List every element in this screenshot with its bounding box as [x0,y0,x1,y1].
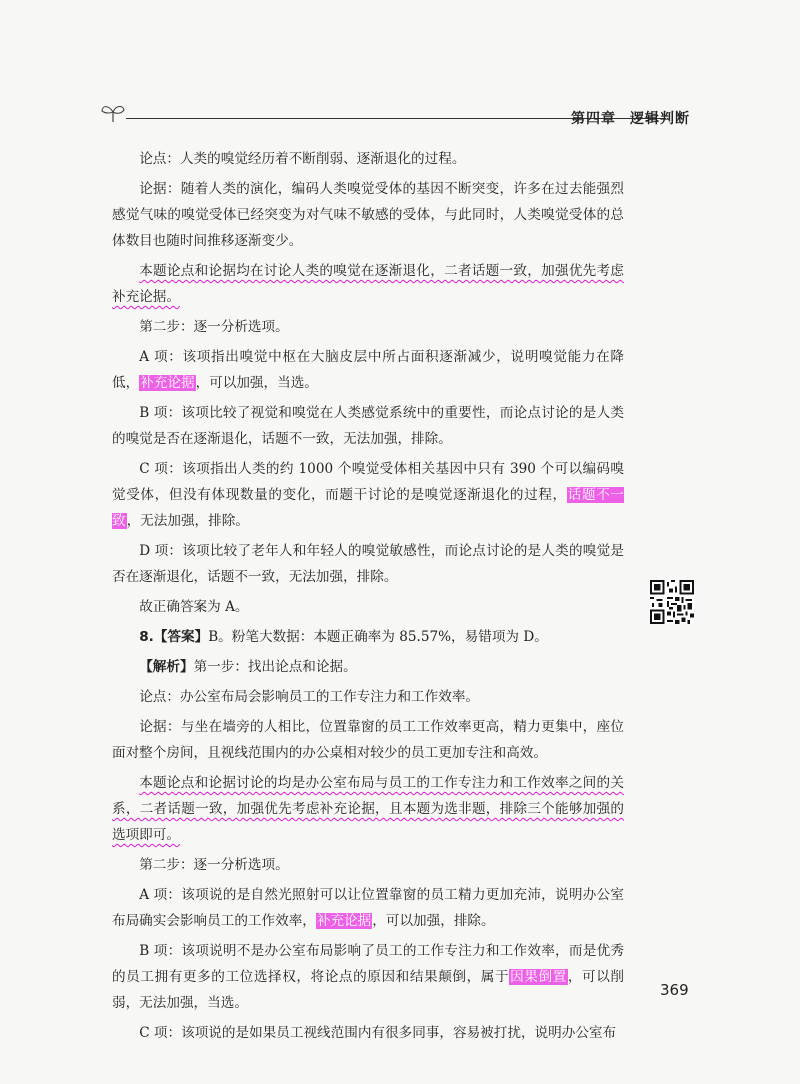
text-run: 论据：与坐在墙旁的人相比，位置靠窗的员工工作效率更高，精力更集中，座位面对整个房间，且视线范围内的办公桌相对较少的员工更加专注和高效。 [112,719,624,761]
highlight-term: 补充论据 [140,375,195,391]
paragraph [112,146,624,172]
paragraph [112,594,624,620]
running-header [100,102,700,128]
text-run: 第二步：逐一分析选项。 [139,319,289,335]
paragraph [112,684,624,710]
paragraph [112,852,624,878]
text-run: 论点：人类的嗅觉经历着不断削弱、逐渐退化的过程。 [139,151,466,167]
paragraph [112,624,624,650]
text-run: ，可以加强，当选。 [195,375,318,391]
section-tag: 8.【答案】 [139,629,209,645]
sprout-leaf-icon [100,102,126,124]
text-run: C 项：该项指出人类的约 1000 个嗅觉受体相关基因中只有 390 个可以编码嗅觉受体，但没有体现数量的变化，而题干讨论的是嗅觉逐渐退化的过程， [112,461,624,503]
text-run: 第一步：找出论点和论据。 [193,659,357,675]
chapter-name: 逻辑判断 [630,111,690,127]
wavy-underline-note: 本题论点和论据讨论的均是办公室布局与员工的工作专注力和工作效率之间的关系，二者话题一致，加强优先考虑补充论据，且本题为选非题，排除三个能够加强的选项即可。 [112,775,624,843]
text-run: B。粉笔大数据：本题正确率为 85.57%，易错项为 D。 [208,629,548,645]
page-body [112,146,624,1050]
text-run: B 项：该项比较了视觉和嗅觉在人类感觉系统中的重要性，而论点讨论的是人类的嗅觉是否在逐渐退化，话题不一致，无法加强，排除。 [112,405,624,447]
highlight-term: 补充论据 [316,913,372,929]
chapter-number: 第四章 [571,111,616,127]
text-run: ，可以加强，排除。 [372,913,495,929]
paragraph [112,654,624,680]
text-run: ，可以削弱，无法加强，当选。 [112,969,625,1011]
paragraph [112,714,624,766]
paragraph [112,258,624,310]
paragraph [112,456,624,534]
text-run: D 项：该项比较了老年人和年轻人的嗅觉敏感性，而论点讨论的是人类的嗅觉是否在逐渐退化，话题不一致，无法加强，排除。 [112,543,624,585]
text-run: B 项：该项说明不是办公室布局影响了员工的工作专注力和工作效率，而是优秀的员工拥有更多的工位选择权，将论点的原因和结果颠倒，属于 [112,943,624,985]
text-run: A 项：该项指出嗅觉中枢在大脑皮层中所占面积逐渐减少，说明嗅觉能力在降低， [112,349,624,391]
paragraph [112,882,624,934]
paragraph [112,1020,624,1046]
wavy-underline-note: 本题论点和论据均在讨论人类的嗅觉在逐渐退化，二者话题一致，加强优先考虑补充论据。 [112,263,624,305]
text-run: C 项：该项说的是如果员工视线范围内有很多同事，容易被打扰，说明办公室布 [139,1025,617,1041]
section-tag: 【解析】 [139,659,194,675]
text-run: ，无法加强，排除。 [126,513,249,529]
paragraph [112,538,624,590]
paragraph [112,314,624,340]
paragraph [112,938,624,1016]
paragraph [112,400,624,452]
qr-code-icon [650,580,694,624]
highlight-term: 话题不一致 [112,487,625,529]
highlight-term: 因果倒置 [510,969,567,985]
text-run: 论点：办公室布局会影响员工的工作专注力和工作效率。 [139,689,480,705]
text-run: A 项：该项说的是自然光照射可以让位置靠窗的员工精力更加充沛，说明办公室布局确实会影响员工的工作效率， [112,887,624,929]
paragraph [112,770,624,848]
paragraph [112,176,624,254]
page-number: 369 [660,981,689,999]
text-run: 第二步：逐一分析选项。 [139,857,289,873]
paragraph [112,344,624,396]
chapter-title [557,108,690,128]
text-run: 论据：随着人类的演化，编码人类嗅觉受体的基因不断突变，许多在过去能强烈感觉气味的嗅觉受体已经突变为对气味不敏感的受体，与此同时，人类嗅觉受体的总体数目也随时间推移逐渐变少。 [112,181,624,249]
text-run: 故正确答案为 A。 [139,599,249,615]
